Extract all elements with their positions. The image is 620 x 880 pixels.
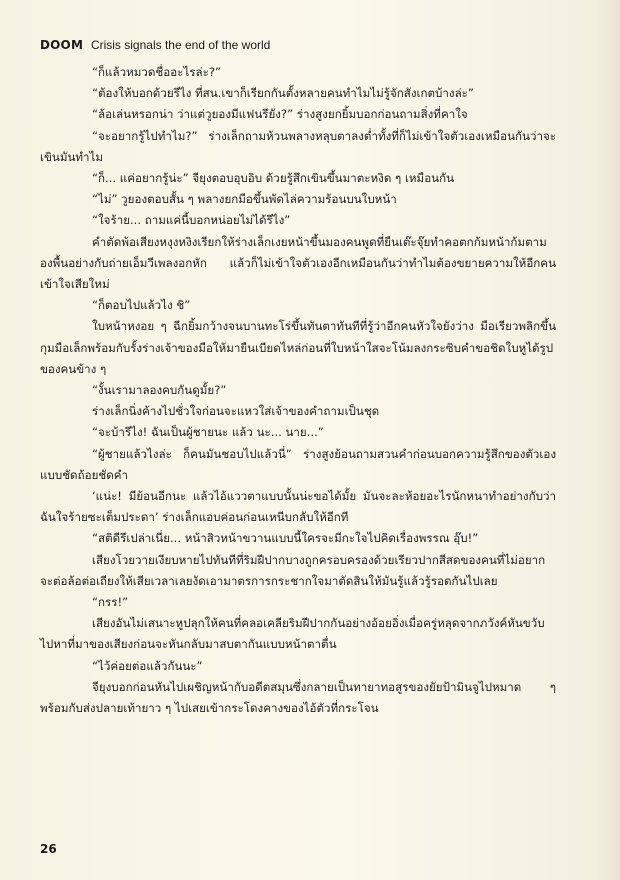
paragraph: คำตัดพ้อเสียงหงุงหงิงเรียกให้ร่างเล็กเงยหน้าขึ้นมองคนพูดที่ยืนเต๊ะจุ๊ยทำคอตกก้มหน้าก้มตามองพื้นอย่างกับถ่ายเอ็มวีเพลงอกหัก แล้วก็ไม่เข้าใจตัวเองอีกเหมือนกันว่าทำไมต้องขยายความให้อีกคนเข้าใจเสียใหม่ xyxy=(40,234,556,292)
paragraph: “ต้องให้บอกด้วยรึไง ที่สน.เขาก็เรียกกันตั้งหลายคนทำไมไม่รู้จักสังเกตบ้างล่ะ” xyxy=(92,86,474,101)
page-number: 26 xyxy=(40,842,57,856)
paragraph: “ก็... แค่อยากรู้น่ะ” จียุงตอบอุบอิบ ด้วยรู้สึกเขินขึ้นมาตะหงิด ๆ เหมือนกัน xyxy=(92,171,455,186)
paragraph: “ผู้ชายแล้วไงล่ะ ก็คนมันชอบไปแล้วนี่” ร่างสูงย้อนถามสวนคำก่อนบอกความรู้สึกของตัวเองแบบชัดถ้อยชัดคำ xyxy=(40,446,556,482)
paragraph: “ไม่” วูยองตอบสั้น ๆ พลางยกมือขึ้นพัดไล่ความร้อนบนใบหน้า xyxy=(92,192,397,207)
paragraph: ‘แน่ะ! มีย้อนอีกนะ แล้วไอ้แววตาแบบนั้นน่ะขอได้มั้ย มันจะละห้อยอะไรนักหนาทำอย่างกับว่าฉันใจร้ายซะเต็มประดา’ ร่างเล็กแอบค่อนก่อนเหนีบกลับให้อีกที xyxy=(40,489,556,525)
paragraph: “ไว้ค่อยต่อแล้วกันนะ” xyxy=(92,658,203,673)
story-text xyxy=(40,62,556,719)
paragraph: “ใจร้าย... ถามแค่นี้บอกหน่อยไม่ได้รึไง” xyxy=(92,213,291,228)
paragraph: “จะอยากรู้ไปทำไม?” ร่างเล็กถามห้วนพลางหลุบตาลงต่ำทั้งที่ก็ไม่เข้าใจตัวเองเหมือนกันว่าจะเขินมันทำไม xyxy=(40,128,556,164)
paragraph: “สติดีรึเปล่าเนี่ย... หน้าสิวหน้าขวานแบบนี้ใครจะมีกะใจไปคิดเรื่องพรรณ อุ๊บ!” xyxy=(92,531,479,546)
header-brand: DOOM xyxy=(40,38,84,52)
paragraph: เสียงโวยวายเงียบหายไปทันทีที่ริมฝีปากบางถูกครอบครองด้วยเรียวปากสีสดของคนที่ไม่อยากจะต่อล้อต่อเถียงให้เสียเวลาเลยงัดเอามาตรการกระชากใจมาตัดสินให้มันรู้แล้วรู้รอดกันไปเลย xyxy=(40,552,546,588)
running-header xyxy=(40,38,270,54)
paragraph: “ก็แล้วหมวดชื่ออะไรล่ะ?” xyxy=(92,65,222,79)
paragraph: “กรร!” xyxy=(92,595,129,610)
paragraph: “ก็ตอบไปแล้วไง ชิ” xyxy=(92,298,191,313)
paragraph: เสียงอันไม่เสนาะหูปลุกให้คนที่คลอเคลียริมฝีปากกันอย่างอ้อยอิ่งเมื่อครู่หลุดจากภวังค์หันขวับไปหาที่มาของเสียงก่อนจะหันกลับมาสบตากันแบบหน้าตาตื่น xyxy=(40,616,545,652)
paragraph: “ล้อเล่นหรอกน่า ว่าแต่วูยองมีแฟนรึยัง?” ร่างสูงยกยิ้มบอกก่อนถามสิ่งที่คาใจ xyxy=(92,107,468,122)
paragraph: “งั้นเรามาลองคบกันดูมั้ย?” xyxy=(92,383,227,398)
paragraph: ใบหน้าหงอย ๆ ฉีกยิ้มกว้างจนบานทะโร่ขึ้นทันตาทันทีที่รู้ว่าอีกคนหัวใจยังว่าง มือเรียวพลิกขึ้นกุมมือเล็กพร้อมกับรั้งร่างเจ้าของมือให้มายืนเบียดไหล่ก่อนที่ใบหน้าใสจะโน้มลงกระซิบคำขอชิดใบหูได้รูปของคนข้าง ๆ xyxy=(40,319,556,376)
page-gutter-shade xyxy=(598,0,620,880)
paragraph: จียุงบอกก่อนหันไปเผชิญหน้ากับอดีตสมุนซึ่งกลายเป็นทายาทอสูรของยัยป้ามินจูไปหมาด ๆ พร้อมกับส่งปลายเท้ายาว ๆ ไปเสยเข้ากระโดงคางของไอ้ตัวที่กระโจน xyxy=(40,679,556,716)
paragraph: “จะบ้ารึไง! ฉันเป็นผู้ชายนะ แล้ว นะ... นาย...” xyxy=(92,425,324,440)
paragraph: ร่างเล็กนิ่งค้างไปชั่วใจก่อนจะแหวใส่เจ้าของคำถามเป็นชุด xyxy=(92,404,380,419)
header-subtitle: Crisis signals the end of the world xyxy=(90,38,271,52)
